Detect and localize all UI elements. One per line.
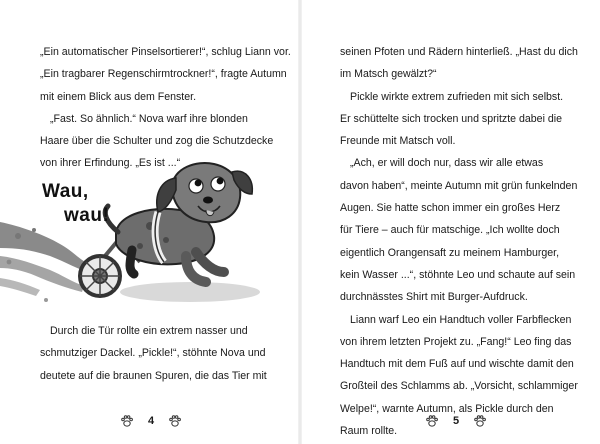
text-line: eigentlich Orangensaft zu meinem Hamburger, [340,246,560,259]
paw-print-icon [120,414,134,428]
page-number: 4 [148,415,155,427]
text-line: Pickle wirkte extrem zufrieden mit sich selbst. [350,90,564,103]
paw-print-icon [168,414,182,428]
text-line: Liann warf Leo ein Handtuch voller Farbflecken [350,313,572,326]
text-line: davon haben“, meinte Autumn mit grün funkelnden [340,179,578,192]
text-line: Er schüttelte sich trocken und spritzte dabei die [340,112,562,125]
dachshund-wheelchair-illustration [0,150,300,310]
text-line: „Ein automatischer Pinselsortierer!“, schlug Liann vor. [40,46,291,58]
text-line: Welpe!“, warnte Autumn, als Pickle durch den [340,402,554,415]
text-line: mit einem Blick aus dem Fenster. [40,90,197,103]
illustration-text-wau: Wau, [42,181,89,202]
text-line: „Ein tragbarer Regenschirmtrockner!“, fragte Autumn [40,68,287,81]
text-line: für Tiere – auch für matschige. „Ich wollte doch [340,224,560,237]
text-line: schmutziger Dackel. „Pickle!“, stöhnte Nova und [40,347,266,360]
text-line: durchnässtes Shirt mit Burger-Aufdruck. [340,291,528,304]
right-page-footer [425,412,487,430]
text-line: kein Wasser ...“, stöhnte Leo und schaute auf sein [340,268,576,281]
left-page-footer [120,412,182,430]
text-line: Raum rollte. [340,425,398,438]
text-line: von ihrer Erfindung. „Es ist ...“ [40,157,181,170]
text-line: „Fast. So ähnlich.“ Nova warf ihre blonden [50,112,248,125]
text-line: „Ach, er will doch nur, dass wir alle etwas [350,157,544,170]
text-line: Durch die Tür rollte ein extrem nasser und [50,325,248,337]
text-line: von ihrem letzten Projekt zu. „Fang!“ Leo fing das [340,335,572,348]
page-number: 5 [453,415,460,427]
text-line: deutete auf die braunen Spuren, die das Tier mit [40,369,267,382]
illustration-text-wau: wau! [64,205,110,226]
text-line: Handtuch mit dem Fuß auf und wischte damit den [340,358,574,371]
text-line: im Matsch gewälzt?“ [340,68,437,81]
text-line: Großteil des Schlamms ab. „Vorsicht, schlammiger [340,380,578,393]
right-page-text [340,41,578,442]
left-page-bottom-text [40,320,267,387]
text-line: Freunde mit Matsch voll. [340,135,456,148]
paw-print-icon [425,414,439,428]
text-line: Augen. Sie hatte schon immer ein großes Herz [340,202,561,215]
text-line: seinen Pfoten und Rädern hinterließ. „Hast du dich [340,46,578,58]
text-line: Haare über die Schulter und zog die Schutzdecke [40,135,274,148]
paw-print-icon [473,414,487,428]
